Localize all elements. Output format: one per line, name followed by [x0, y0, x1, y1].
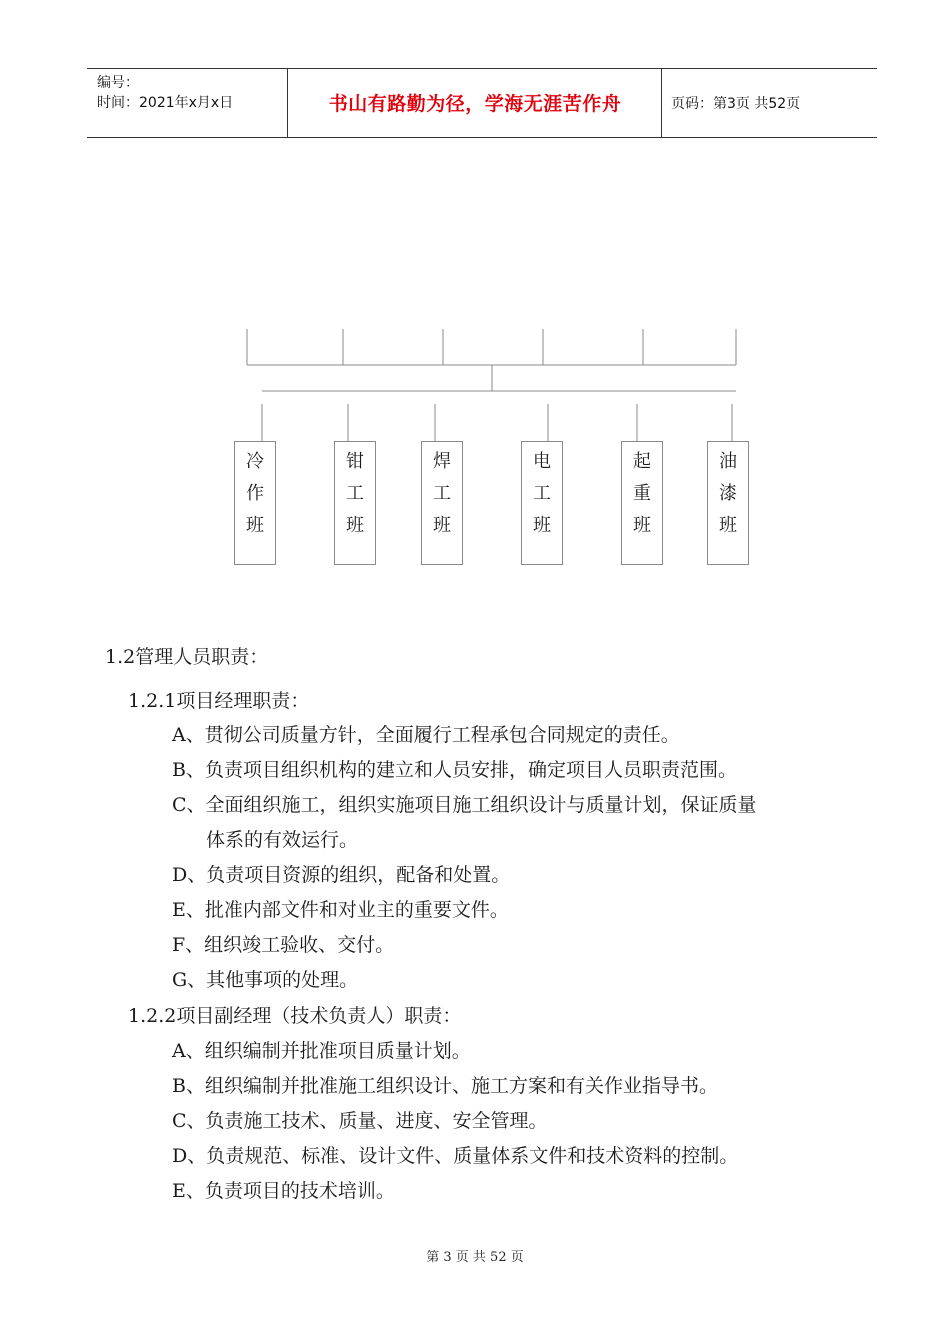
org-team-box [621, 441, 663, 565]
org-team-box [521, 441, 563, 565]
org-chart-lines [0, 0, 950, 620]
org-team-box [421, 441, 463, 565]
team-char: 班 [719, 515, 737, 536]
team-char: 班 [533, 515, 551, 536]
team-char: 作 [246, 483, 264, 504]
list-item: D、负责项目资源的组织，配备和处置。 [172, 864, 511, 886]
list-item: E、批准内部文件和对业主的重要文件。 [172, 899, 509, 921]
team-char: 工 [533, 483, 551, 504]
subsection-title: 1.2.1项目经理职责： [128, 690, 310, 712]
team-char: 班 [246, 515, 264, 536]
team-char: 焊 [433, 451, 451, 472]
list-item: A、组织编制并批准项目质量计划。 [172, 1040, 471, 1062]
team-char: 重 [633, 483, 651, 504]
team-char: 班 [433, 515, 451, 536]
header-motto: 书山有路勤为径，学海无涯苦作舟 [328, 93, 622, 115]
list-item: B、组织编制并批准施工组织设计、施工方案和有关作业指导书。 [172, 1075, 718, 1097]
team-char: 工 [346, 483, 364, 504]
list-item-continuation: 体系的有效运行。 [206, 829, 359, 851]
team-char: 起 [633, 451, 651, 472]
subsection-title: 1.2.2项目副经理（技术负责人）职责： [128, 1005, 462, 1027]
section-title: 1.2管理人员职责： [105, 646, 269, 668]
list-item: E、负责项目的技术培训。 [172, 1180, 395, 1202]
team-char: 冷 [246, 451, 264, 472]
list-item: C、负责施工技术、质量、进度、安全管理。 [172, 1110, 548, 1132]
document-number-label: 编号： [97, 75, 139, 91]
list-item: B、负责项目组织机构的建立和人员安排，确定项目人员职责范围。 [172, 759, 737, 781]
page-footer: 第 3 页 共 52 页 [426, 1250, 524, 1265]
team-char: 电 [533, 451, 551, 472]
list-item: C、全面组织施工，组织实施项目施工组织设计与质量计划，保证质量 [172, 794, 757, 816]
org-team-box [334, 441, 376, 565]
team-char: 班 [346, 515, 364, 536]
team-char: 钳 [346, 451, 364, 472]
list-item: A、贯彻公司质量方针，全面履行工程承包合同规定的责任。 [172, 724, 680, 746]
team-char: 工 [433, 483, 451, 504]
org-team-box [707, 441, 749, 565]
document-date: 时间：2021年x月x日 [97, 95, 234, 111]
list-item: G、其他事项的处理。 [172, 969, 359, 991]
team-char: 班 [633, 515, 651, 536]
header-page-info: 页码：第3页 共52页 [671, 96, 801, 112]
org-team-box [234, 441, 276, 565]
list-item: F、组织竣工验收、交付。 [172, 934, 395, 956]
team-char: 油 [719, 451, 737, 472]
list-item: D、负责规范、标准、设计文件、质量体系文件和技术资料的控制。 [172, 1145, 739, 1167]
team-char: 漆 [719, 483, 737, 504]
